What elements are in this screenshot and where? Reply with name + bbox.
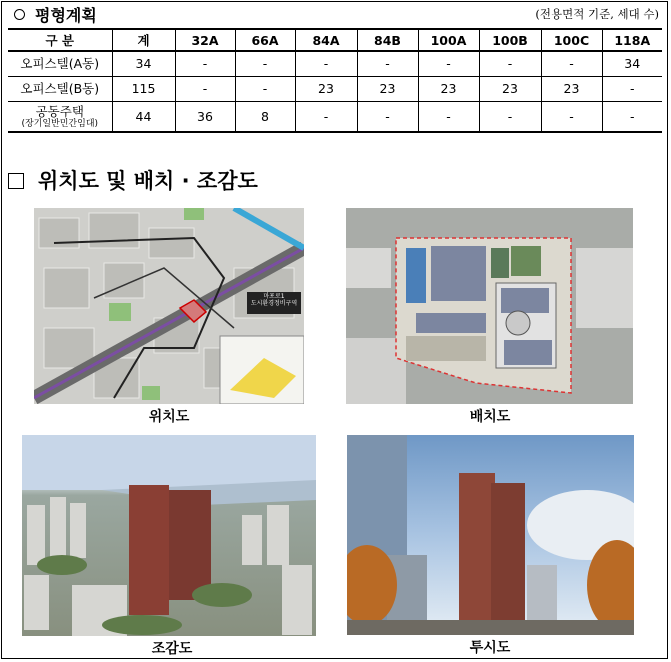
table-cell: - — [357, 101, 418, 132]
table-cell: - — [479, 51, 541, 76]
table-cell: - — [295, 51, 357, 76]
row-label: 오피스텔(A동) — [8, 51, 112, 76]
table-row — [8, 76, 662, 101]
header-cell: 32A — [175, 29, 235, 51]
table-cell: - — [602, 76, 662, 101]
table-cell: 23 — [418, 76, 479, 101]
header-cell: 118A — [602, 29, 662, 51]
site-plan-caption: 배치도 — [469, 409, 511, 425]
location-map-caption: 위치도 — [148, 409, 190, 425]
table-cell: - — [357, 51, 418, 76]
plan-section-note: (전용면적 기준, 세대 수) — [535, 7, 659, 21]
table-cell: - — [235, 51, 295, 76]
row-label: 오피스텔(B동) — [8, 76, 112, 101]
header-cell: 84B — [357, 29, 418, 51]
table-cell: 8 — [235, 101, 295, 132]
table-cell: - — [418, 101, 479, 132]
table-row — [8, 101, 662, 132]
table-cell: - — [541, 101, 602, 132]
table-cell: 23 — [295, 76, 357, 101]
header-cell: 66A — [235, 29, 295, 51]
table-cell: 115 — [112, 76, 175, 101]
header-cell: 100B — [479, 29, 541, 51]
location-section-title: 위치도 및 배치 · 조감도 — [8, 165, 258, 195]
table-cell: - — [175, 51, 235, 76]
unit-plan-table — [8, 28, 662, 133]
square-bullet-icon — [8, 173, 24, 189]
table-cell: 23 — [541, 76, 602, 101]
row-label: 공동주택 (장기일반민간임대) — [8, 101, 112, 132]
header-cell: 100A — [418, 29, 479, 51]
location-map-image — [34, 208, 304, 404]
aerial-view-image — [22, 435, 316, 636]
table-cell: 23 — [479, 76, 541, 101]
table-cell: 34 — [602, 51, 662, 76]
table-cell: - — [295, 101, 357, 132]
plan-section-title: 평형계획 — [14, 3, 97, 26]
table-cell: 34 — [112, 51, 175, 76]
table-cell: - — [479, 101, 541, 132]
aerial-view-caption: 조감도 — [151, 641, 193, 657]
table-cell: - — [541, 51, 602, 76]
table-cell: - — [235, 76, 295, 101]
table-cell: 44 — [112, 101, 175, 132]
perspective-view-image — [347, 435, 634, 635]
perspective-view-caption: 투시도 — [469, 640, 511, 656]
header-cell: 84A — [295, 29, 357, 51]
table-cell: - — [418, 51, 479, 76]
header-cell: 계 — [112, 29, 175, 51]
table-cell: - — [602, 101, 662, 132]
map-label-box: 마포로1 도시환경정비구역 — [250, 293, 298, 307]
circle-bullet-icon — [14, 9, 25, 20]
header-cell: 구 분 — [8, 29, 112, 51]
table-header-row — [8, 29, 662, 51]
site-plan-image — [346, 208, 633, 404]
header-cell: 100C — [541, 29, 602, 51]
table-cell: 23 — [357, 76, 418, 101]
table-cell: - — [175, 76, 235, 101]
table-row — [8, 51, 662, 76]
table-cell: 36 — [175, 101, 235, 132]
